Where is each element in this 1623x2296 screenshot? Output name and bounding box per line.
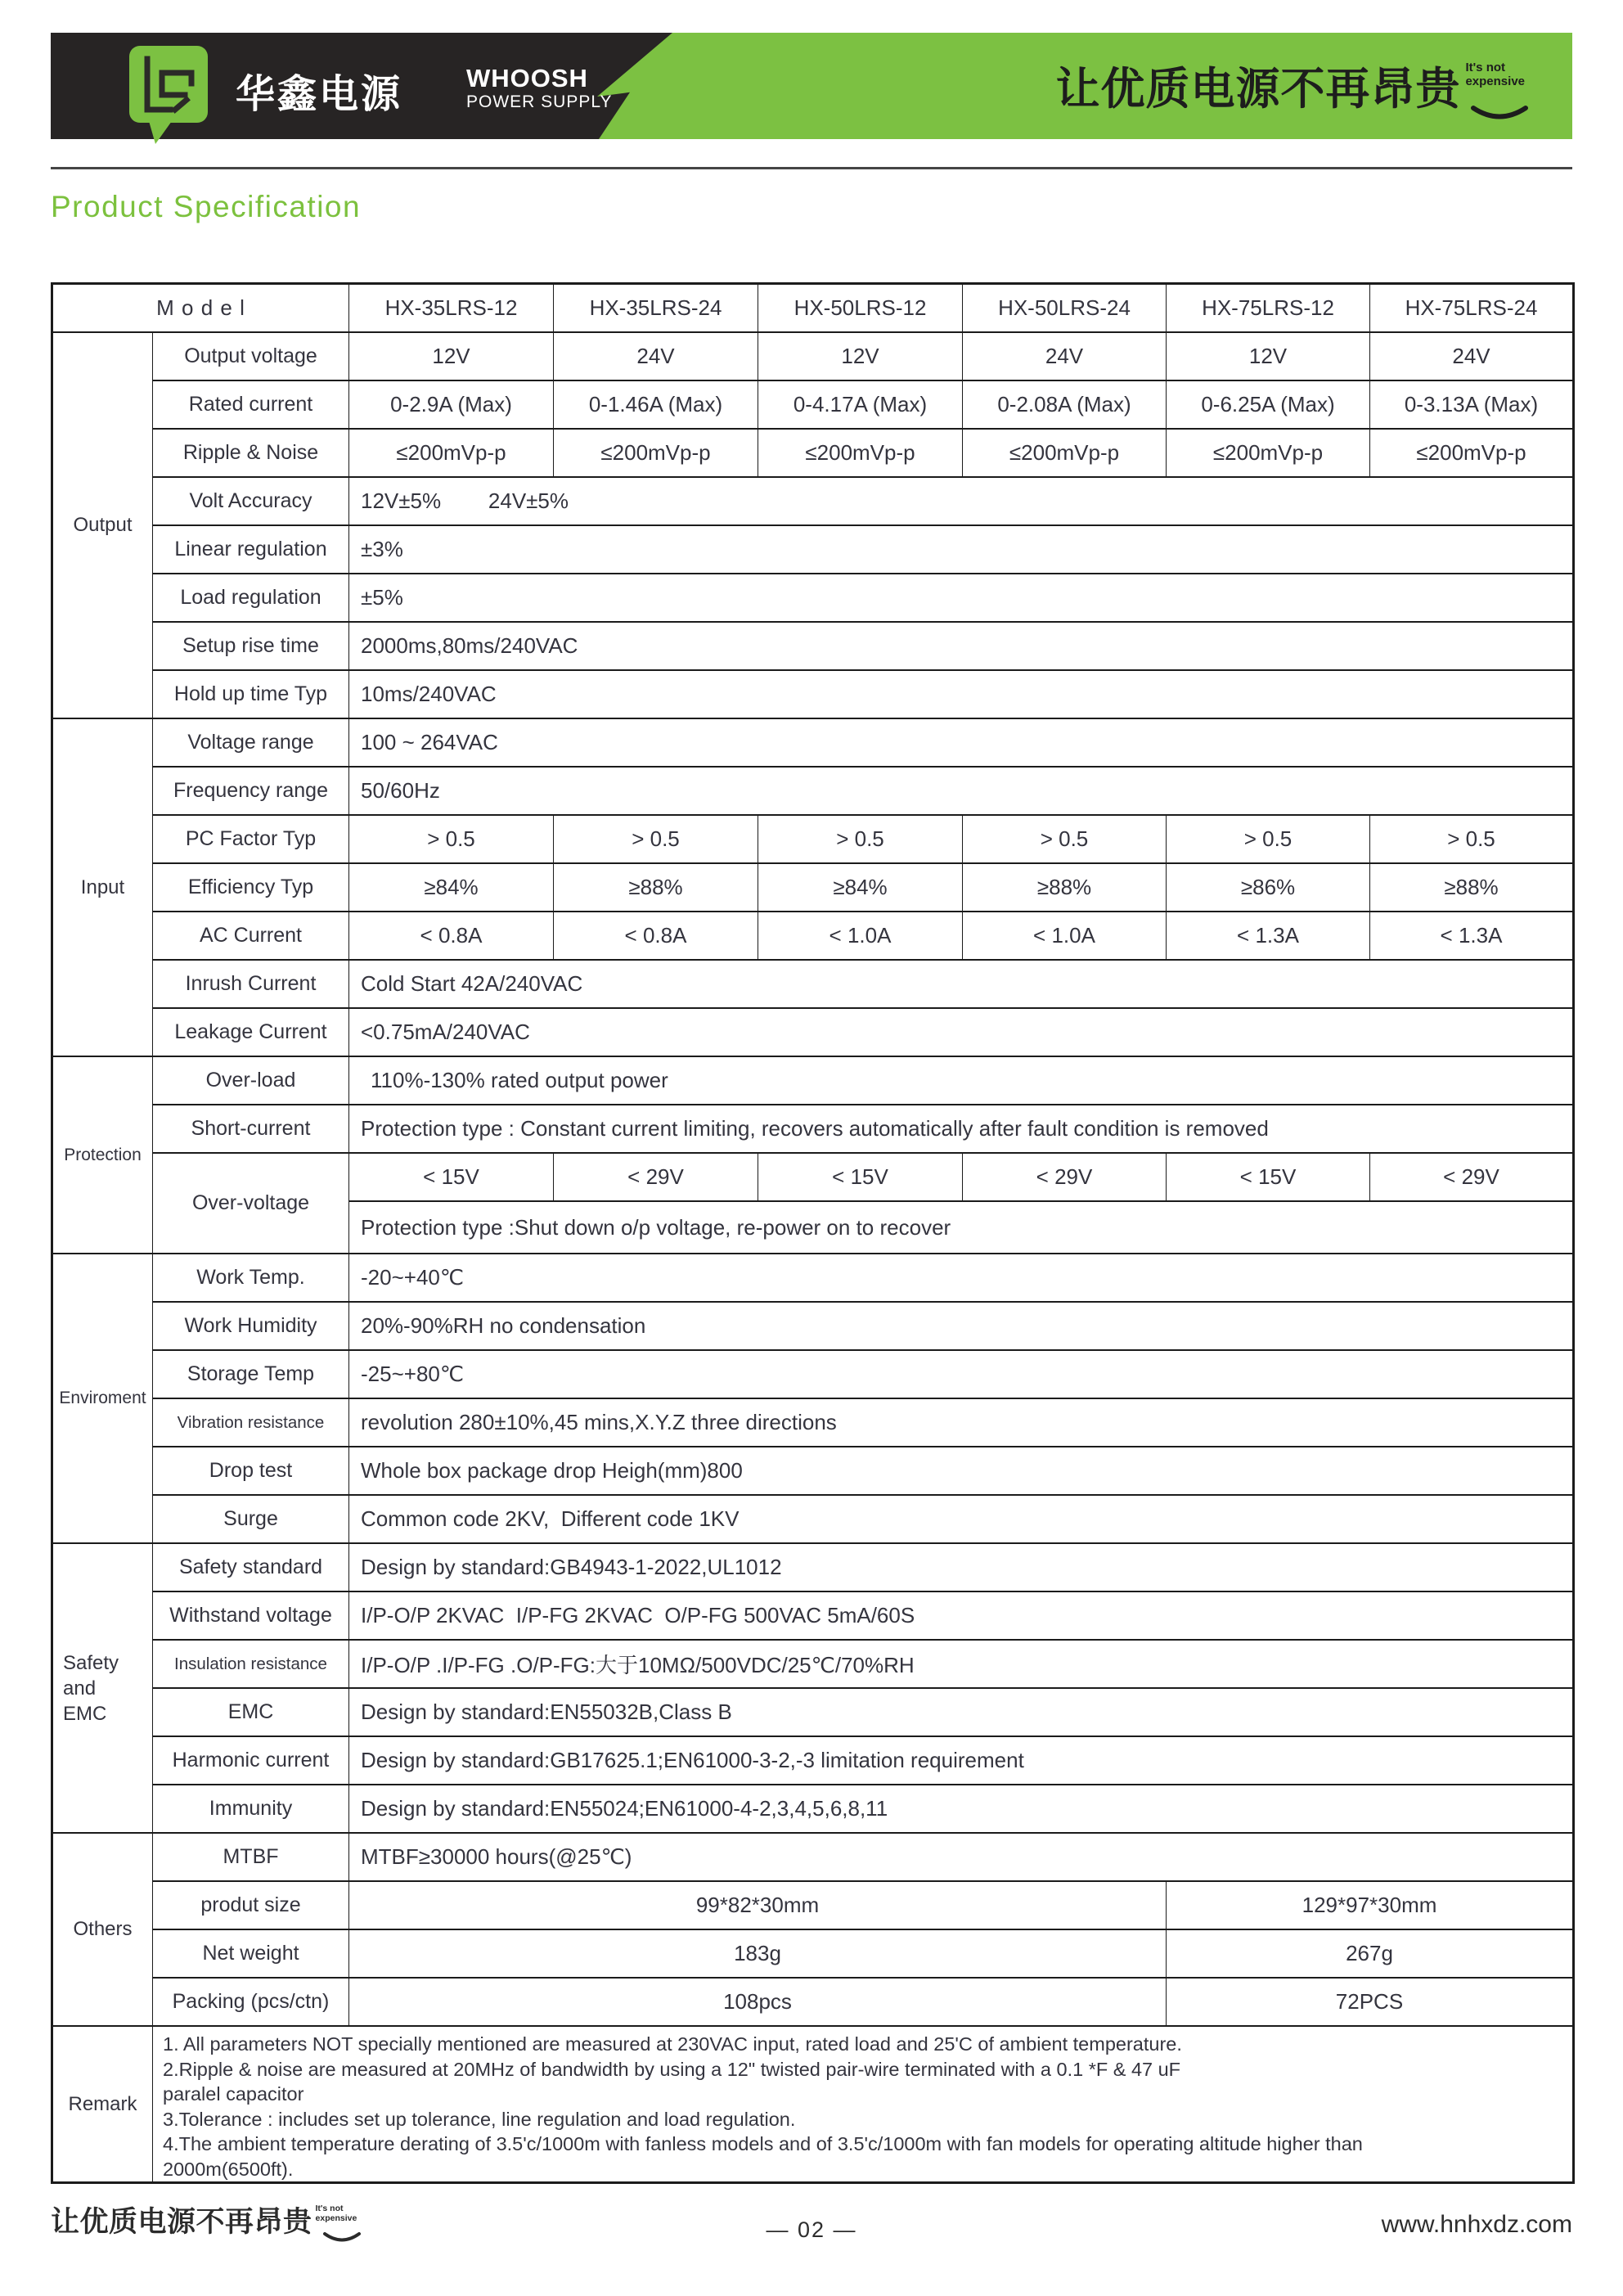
row-label: Packing (pcs/ctn) — [153, 1978, 349, 2026]
value-cell: > 0.5 — [554, 815, 758, 863]
value-span: 2000ms,80ms/240VAC — [349, 622, 1574, 670]
value-span: revolution 280±10%,45 mins,X.Y.Z three directions — [349, 1398, 1574, 1447]
row-label: Output voltage — [153, 332, 349, 380]
value-span: MTBF≥30000 hours(@25℃) — [349, 1833, 1574, 1881]
remark-line: 4.The ambient temperature derating of 3.5'c/1000m with fanless models and of 3.5'c/1000m with fan models for operating altitude higher than — [163, 2133, 1363, 2154]
group-label-others: Others — [52, 1833, 153, 2026]
value-cell: 183g — [349, 1929, 1167, 1978]
row-label: Volt Accuracy — [153, 477, 349, 525]
value-span: Common code 2KV, Different code 1KV — [349, 1495, 1574, 1543]
value-cell: 12V — [758, 332, 963, 380]
page-title: Product Specification — [51, 190, 362, 223]
value-cell: < 0.8A — [554, 912, 758, 960]
value-span: Design by standard:EN55024;EN61000-4-2,3,4,5,6,8,11 — [349, 1785, 1574, 1833]
header-banner — [51, 33, 1572, 139]
row-label: Load regulation — [153, 574, 349, 622]
footer-slogan — [51, 2199, 357, 2240]
value-span: 50/60Hz — [349, 767, 1574, 815]
slogan-en-line2: expensive — [1465, 74, 1525, 88]
value-span: 110%-130% rated output power — [349, 1056, 1574, 1105]
group-label-input: Input — [52, 718, 153, 1056]
row-label: Immunity — [153, 1785, 349, 1833]
value-cell: 0-3.13A (Max) — [1370, 380, 1574, 429]
value-cell: ≥88% — [554, 863, 758, 912]
value-span: -25~+80℃ — [349, 1350, 1574, 1398]
value-cell: ≤200mVp-p — [963, 429, 1167, 477]
row-label: Drop test — [153, 1447, 349, 1495]
header-divider — [51, 167, 1572, 169]
remark-line: 3.Tolerance : includes set up tolerance, line regulation and load regulation. — [163, 2108, 796, 2130]
value-cell: ≤200mVp-p — [1167, 429, 1370, 477]
model-header-cell: HX-50LRS-24 — [963, 284, 1167, 333]
value-cell: < 15V — [758, 1153, 963, 1201]
row-label: Leakage Current — [153, 1008, 349, 1056]
value-span: Design by standard:EN55032B,Class B — [349, 1688, 1574, 1736]
row-label: EMC — [153, 1688, 349, 1736]
model-header-cell: HX-35LRS-24 — [554, 284, 758, 333]
footer-slogan-en-line2: expensive — [315, 2213, 357, 2223]
value-cell: > 0.5 — [758, 815, 963, 863]
value-cell: ≥84% — [349, 863, 554, 912]
value-cell: < 1.3A — [1370, 912, 1574, 960]
row-label: Insulation resistance — [153, 1640, 349, 1688]
row-label: Storage Temp — [153, 1350, 349, 1398]
value-cell: 12V — [349, 332, 554, 380]
value-span: Protection type :Shut down o/p voltage, re-power on to recover — [349, 1201, 1574, 1254]
remark-line: 1. All parameters NOT specially mentioned are measured at 230VAC input, rated load and 25'C of ambient temperature. — [163, 2033, 1182, 2055]
value-cell: 108pcs — [349, 1978, 1167, 2026]
remark-line: 2.Ripple & noise are measured at 20MHz of bandwidth by using a 12" twisted pair-wire terminated with a 0.1 *F & 47 uF — [163, 2058, 1181, 2080]
slogan-text-cn: 让优质电源不再昂贵 — [1055, 65, 1461, 114]
model-header-cell: HX-75LRS-12 — [1167, 284, 1370, 333]
value-span: 100 ~ 264VAC — [349, 718, 1574, 767]
value-cell: 0-2.08A (Max) — [963, 380, 1167, 429]
value-cell: 0-4.17A (Max) — [758, 380, 963, 429]
value-cell: < 29V — [963, 1153, 1167, 1201]
group-label-line: EMC — [63, 1702, 107, 1725]
footer-slogan-cn: 让优质电源不再昂贵 — [51, 2206, 312, 2238]
row-label: Voltage range — [153, 718, 349, 767]
row-label: Inrush Current — [153, 960, 349, 1008]
row-label: PC Factor Typ — [153, 815, 349, 863]
header-slogan — [1055, 54, 1525, 117]
value-cell: < 15V — [1167, 1153, 1370, 1201]
value-cell: < 1.0A — [758, 912, 963, 960]
value-cell: ≤200mVp-p — [758, 429, 963, 477]
value-cell: 72PCS — [1167, 1978, 1574, 2026]
row-label: Linear regulation — [153, 525, 349, 574]
smile-icon — [322, 2231, 362, 2244]
model-header-cell: HX-35LRS-12 — [349, 284, 554, 333]
value-cell: 24V — [1370, 332, 1574, 380]
value-cell: ≥88% — [1370, 863, 1574, 912]
model-header-cell: HX-50LRS-12 — [758, 284, 963, 333]
group-label-enviroment: Enviroment — [52, 1254, 153, 1543]
value-cell: ≤200mVp-p — [554, 429, 758, 477]
row-label: Over-load — [153, 1056, 349, 1105]
value-span: Protection type : Constant current limiting, recovers automatically after fault condition is removed — [349, 1105, 1574, 1153]
value-cell: < 1.0A — [963, 912, 1167, 960]
value-span: Design by standard:GB17625.1;EN61000-3-2,-3 limitation requirement — [349, 1736, 1574, 1785]
row-label: MTBF — [153, 1833, 349, 1881]
value-span: Cold Start 42A/240VAC — [349, 960, 1574, 1008]
value-cell: ≤200mVp-p — [349, 429, 554, 477]
row-label: Frequency range — [153, 767, 349, 815]
value-span: Whole box package drop Heigh(mm)800 — [349, 1447, 1574, 1495]
row-label: Setup rise time — [153, 622, 349, 670]
value-cell: 99*82*30mm — [349, 1881, 1167, 1929]
value-cell: 12V — [1167, 332, 1370, 380]
group-label-safety-emc — [52, 1543, 153, 1833]
slogan-en-line1: It's not — [1465, 61, 1506, 74]
value-cell: ≥84% — [758, 863, 963, 912]
value-span: 10ms/240VAC — [349, 670, 1574, 718]
row-label: Harmonic current — [153, 1736, 349, 1785]
group-label-line: Safety — [63, 1651, 119, 1674]
remark-line: 2000m(6500ft). — [163, 2158, 294, 2180]
row-label: Vibration resistance — [153, 1398, 349, 1447]
group-label-protection: Protection — [52, 1056, 153, 1254]
value-span: Design by standard:GB4943-1-2022,UL1012 — [349, 1543, 1574, 1591]
value-span: ±3% — [349, 525, 1574, 574]
value-cell: 24V — [963, 332, 1167, 380]
group-label-remark: Remark — [52, 2026, 153, 2183]
value-cell: ≥88% — [963, 863, 1167, 912]
row-label: Surge — [153, 1495, 349, 1543]
remark-text — [153, 2026, 1574, 2183]
row-label: Efficiency Typ — [153, 863, 349, 912]
value-span: -20~+40℃ — [349, 1254, 1574, 1302]
company-name-en — [466, 64, 612, 112]
row-label: Work Humidity — [153, 1302, 349, 1350]
value-cell: < 1.3A — [1167, 912, 1370, 960]
row-label: Ripple & Noise — [153, 429, 349, 477]
value-cell: 267g — [1167, 1929, 1574, 1978]
row-label: Safety standard — [153, 1543, 349, 1591]
row-label: AC Current — [153, 912, 349, 960]
brand-name: WHOOSH — [466, 64, 588, 92]
footer-slogan-en — [316, 2204, 357, 2223]
row-label: Net weight — [153, 1929, 349, 1978]
value-cell: 24V — [554, 332, 758, 380]
footer-slogan-en-line1: It's not — [315, 2204, 344, 2213]
value-span: I/P-O/P .I/P-FG .O/P-FG:大于10MΩ/500VDC/25℃/70%RH — [349, 1640, 1574, 1688]
value-span: <0.75mA/240VAC — [349, 1008, 1574, 1056]
remark-line: paralel capacitor — [163, 2083, 304, 2105]
page-number: — 02 — — [766, 2217, 857, 2242]
value-cell: > 0.5 — [1167, 815, 1370, 863]
model-header-label: M o d e l — [52, 284, 349, 333]
brand-subtitle: POWER SUPPLY — [466, 92, 613, 111]
smile-icon — [1469, 104, 1530, 124]
slogan-text-en — [1465, 61, 1525, 88]
value-span: ±5% — [349, 574, 1574, 622]
value-cell: 0-1.46A (Max) — [554, 380, 758, 429]
value-cell: > 0.5 — [1370, 815, 1574, 863]
value-span: 12V±5% 24V±5% — [349, 477, 1574, 525]
spec-table — [51, 282, 1575, 2184]
group-label-line: and — [63, 1677, 97, 1699]
value-cell: > 0.5 — [349, 815, 554, 863]
value-cell: 129*97*30mm — [1167, 1881, 1574, 1929]
company-name-cn: 华鑫电源 — [236, 73, 403, 116]
row-label: Withstand voltage — [153, 1591, 349, 1640]
value-cell: > 0.5 — [963, 815, 1167, 863]
value-cell: 0-6.25A (Max) — [1167, 380, 1370, 429]
company-logo-icon — [129, 46, 208, 146]
row-label: Over-voltage — [153, 1153, 349, 1254]
model-header-cell: HX-75LRS-24 — [1370, 284, 1574, 333]
row-label: Short-current — [153, 1105, 349, 1153]
row-label: Hold up time Typ — [153, 670, 349, 718]
row-label: Rated current — [153, 380, 349, 429]
value-cell: ≤200mVp-p — [1370, 429, 1574, 477]
row-label: Work Temp. — [153, 1254, 349, 1302]
value-cell: < 15V — [349, 1153, 554, 1201]
group-label-output: Output — [52, 332, 153, 718]
value-cell: ≥86% — [1167, 863, 1370, 912]
value-cell: < 29V — [554, 1153, 758, 1201]
row-label: produt size — [153, 1881, 349, 1929]
value-cell: 0-2.9A (Max) — [349, 380, 554, 429]
value-span: 20%-90%RH no condensation — [349, 1302, 1574, 1350]
value-span: I/P-O/P 2KVAC I/P-FG 2KVAC O/P-FG 500VAC 5mA/60S — [349, 1591, 1574, 1640]
value-cell: < 0.8A — [349, 912, 554, 960]
website-url: www.hnhxdz.com — [1381, 2211, 1572, 2238]
value-cell: < 29V — [1370, 1153, 1574, 1201]
